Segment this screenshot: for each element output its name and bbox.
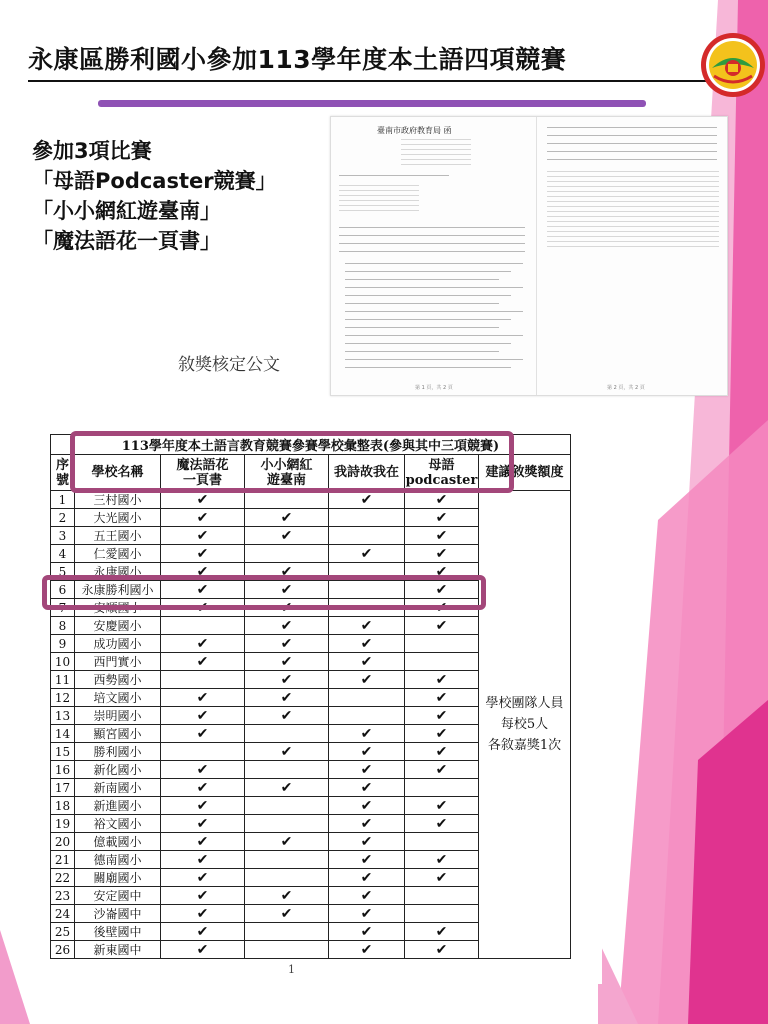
school-name: 三村國小: [75, 491, 161, 509]
document-text-line: [547, 135, 717, 136]
check-mark-icon: ✔: [161, 833, 245, 851]
check-mark-icon: ✔: [245, 617, 329, 635]
row-number: 8: [51, 617, 75, 635]
document-text-line: [345, 263, 523, 264]
document-text-line: [547, 231, 719, 232]
empty-cell: [245, 869, 329, 887]
document-page-1: [331, 117, 537, 396]
check-mark-icon: ✔: [405, 581, 479, 599]
school-name: 億載國小: [75, 833, 161, 851]
check-mark-icon: ✔: [245, 599, 329, 617]
row-number: 10: [51, 653, 75, 671]
document-text-line: [547, 186, 719, 187]
document-text-line: [547, 127, 717, 128]
row-number: 18: [51, 797, 75, 815]
check-mark-icon: ✔: [245, 635, 329, 653]
check-mark-icon: ✔: [161, 761, 245, 779]
official-document-image: [330, 116, 728, 396]
empty-cell: [161, 743, 245, 761]
row-number: 25: [51, 923, 75, 941]
header-award: 建議敘獎額度: [479, 455, 571, 491]
check-mark-icon: ✔: [405, 797, 479, 815]
row-number: 14: [51, 725, 75, 743]
check-mark-icon: ✔: [329, 941, 405, 959]
check-mark-icon: ✔: [329, 743, 405, 761]
document-text-line: [345, 335, 523, 336]
document-text-line: [339, 190, 419, 191]
header-poetry: 我詩故我在: [329, 455, 405, 491]
summary-line-1: 參加3項比賽: [32, 139, 152, 163]
check-mark-icon: ✔: [161, 815, 245, 833]
document-caption: 敘獎核定公文: [178, 355, 280, 375]
empty-cell: [405, 779, 479, 797]
check-mark-icon: ✔: [245, 653, 329, 671]
document-text-line: [547, 171, 719, 172]
header-number: 序號: [51, 455, 75, 491]
row-number: 20: [51, 833, 75, 851]
row-number: 5: [51, 563, 75, 581]
document-text-line: [547, 201, 719, 202]
document-text-line: [547, 176, 719, 177]
row-number: 26: [51, 941, 75, 959]
document-text-line: [547, 226, 719, 227]
empty-cell: [405, 635, 479, 653]
check-mark-icon: ✔: [329, 635, 405, 653]
school-name: 永康國小: [75, 563, 161, 581]
document-text-line: [401, 139, 471, 140]
school-name: 勝利國小: [75, 743, 161, 761]
check-mark-icon: ✔: [161, 797, 245, 815]
school-name: 成功國小: [75, 635, 161, 653]
document-text-line: [339, 251, 525, 252]
school-name: 仁愛國小: [75, 545, 161, 563]
check-mark-icon: ✔: [161, 509, 245, 527]
check-mark-icon: ✔: [329, 797, 405, 815]
school-name: 關廟國小: [75, 869, 161, 887]
check-mark-icon: ✔: [329, 725, 405, 743]
document-page-2: [537, 117, 728, 396]
school-name: 培文國小: [75, 689, 161, 707]
row-number: 1: [51, 491, 75, 509]
empty-cell: [245, 725, 329, 743]
check-mark-icon: ✔: [245, 707, 329, 725]
school-name: 新東國中: [75, 941, 161, 959]
school-name: 安慶國小: [75, 617, 161, 635]
school-name: 崇明國小: [75, 707, 161, 725]
row-number: 11: [51, 671, 75, 689]
award-note-line: 各敘嘉獎1次: [487, 738, 562, 753]
check-mark-icon: ✔: [245, 833, 329, 851]
school-name: 新進國小: [75, 797, 161, 815]
highlight-three-competitions: [70, 431, 514, 493]
document-text-line: [345, 343, 511, 344]
document-text-line: [547, 191, 719, 192]
school-name: 新南國小: [75, 779, 161, 797]
check-mark-icon: ✔: [245, 527, 329, 545]
check-mark-icon: ✔: [245, 581, 329, 599]
check-mark-icon: ✔: [329, 671, 405, 689]
check-mark-icon: ✔: [405, 689, 479, 707]
school-name: 後壁國中: [75, 923, 161, 941]
document-text-line: [547, 241, 719, 242]
row-number: 3: [51, 527, 75, 545]
document-text-line: [345, 351, 499, 352]
document-text-line: [547, 216, 719, 217]
check-mark-icon: ✔: [329, 869, 405, 887]
school-name: 德南國小: [75, 851, 161, 869]
check-mark-icon: ✔: [329, 779, 405, 797]
check-mark-icon: ✔: [329, 491, 405, 509]
row-number: 17: [51, 779, 75, 797]
check-mark-icon: ✔: [161, 851, 245, 869]
table-page-number: 1: [288, 963, 295, 976]
document-text-line: [547, 181, 719, 182]
check-mark-icon: ✔: [161, 905, 245, 923]
check-mark-icon: ✔: [405, 491, 479, 509]
check-mark-icon: ✔: [245, 563, 329, 581]
row-number: 2: [51, 509, 75, 527]
document-text-line: [401, 159, 471, 160]
check-mark-icon: ✔: [405, 923, 479, 941]
document-text-line: [345, 327, 499, 328]
document-text-line: [547, 143, 717, 144]
check-mark-icon: ✔: [329, 617, 405, 635]
table-caption: 113學年度本土語言教育競賽參賽學校彙整表(參與其中三項競賽): [51, 435, 571, 455]
check-mark-icon: ✔: [161, 725, 245, 743]
check-mark-icon: ✔: [329, 761, 405, 779]
award-note: [479, 491, 571, 959]
check-mark-icon: ✔: [405, 815, 479, 833]
check-mark-icon: ✔: [245, 887, 329, 905]
empty-cell: [161, 671, 245, 689]
document-text-line: [345, 287, 523, 288]
school-name: 顯宮國小: [75, 725, 161, 743]
award-note-line: 學校團隊人員: [485, 696, 564, 711]
empty-cell: [405, 887, 479, 905]
document-text-line: [547, 246, 719, 247]
check-mark-icon: ✔: [405, 599, 479, 617]
empty-cell: [245, 815, 329, 833]
check-mark-icon: ✔: [405, 851, 479, 869]
check-mark-icon: ✔: [329, 815, 405, 833]
highlight-shengli-row: [42, 575, 486, 610]
check-mark-icon: ✔: [405, 941, 479, 959]
document-text-line: [547, 206, 719, 207]
school-name: 沙崙國中: [75, 905, 161, 923]
row-number: 6: [51, 581, 75, 599]
school-name: 安定國中: [75, 887, 161, 905]
check-mark-icon: ✔: [161, 923, 245, 941]
document-text-line: [547, 221, 719, 222]
check-mark-icon: ✔: [405, 509, 479, 527]
document-text-line: [339, 227, 525, 228]
school-name: 裕文國小: [75, 815, 161, 833]
check-mark-icon: ✔: [161, 653, 245, 671]
check-mark-icon: ✔: [329, 833, 405, 851]
school-name: 西門實小: [75, 653, 161, 671]
check-mark-icon: ✔: [405, 869, 479, 887]
document-text-line: [547, 159, 717, 160]
row-number: 4: [51, 545, 75, 563]
empty-cell: [329, 527, 405, 545]
school-name: 五王國小: [75, 527, 161, 545]
check-mark-icon: ✔: [405, 743, 479, 761]
document-text-line: [345, 295, 511, 296]
check-mark-icon: ✔: [245, 509, 329, 527]
check-mark-icon: ✔: [245, 779, 329, 797]
empty-cell: [329, 509, 405, 527]
check-mark-icon: ✔: [161, 635, 245, 653]
document-text-line: [547, 211, 719, 212]
empty-cell: [245, 941, 329, 959]
document-text-line: [345, 359, 523, 360]
document-text-line: [345, 367, 511, 368]
school-name: 新化國小: [75, 761, 161, 779]
check-mark-icon: ✔: [245, 743, 329, 761]
document-text-line: [345, 311, 523, 312]
document-text-line: [339, 175, 449, 176]
check-mark-icon: ✔: [161, 779, 245, 797]
empty-cell: [405, 833, 479, 851]
document-text-line: [401, 144, 471, 145]
row-number: 13: [51, 707, 75, 725]
empty-cell: [329, 707, 405, 725]
check-mark-icon: ✔: [405, 527, 479, 545]
competition-table-image: [24, 428, 602, 984]
check-mark-icon: ✔: [405, 563, 479, 581]
document-text-line: [547, 236, 719, 237]
row-number: 23: [51, 887, 75, 905]
empty-cell: [245, 797, 329, 815]
title-underline: [28, 80, 708, 82]
check-mark-icon: ✔: [329, 887, 405, 905]
document-text-line: [339, 235, 525, 236]
check-mark-icon: ✔: [329, 905, 405, 923]
check-mark-icon: ✔: [405, 761, 479, 779]
check-mark-icon: ✔: [245, 689, 329, 707]
document-page-footer-1: 第 1 頁，共 2 頁: [415, 385, 453, 391]
check-mark-icon: ✔: [329, 653, 405, 671]
check-mark-icon: ✔: [245, 905, 329, 923]
school-logo: [700, 32, 766, 98]
document-text-line: [339, 185, 419, 186]
document-title: 臺南市政府教育局 函: [377, 126, 452, 135]
check-mark-icon: ✔: [161, 545, 245, 563]
check-mark-icon: ✔: [161, 941, 245, 959]
competition-table: [50, 434, 571, 959]
empty-cell: [245, 851, 329, 869]
empty-cell: [245, 761, 329, 779]
school-name: 安順國小: [75, 599, 161, 617]
header-school: 學校名稱: [75, 455, 161, 491]
school-name: 大光國小: [75, 509, 161, 527]
document-text-line: [339, 195, 419, 196]
document-text-line: [401, 149, 471, 150]
row-number: 22: [51, 869, 75, 887]
row-number: 16: [51, 761, 75, 779]
check-mark-icon: ✔: [161, 563, 245, 581]
check-mark-icon: ✔: [161, 491, 245, 509]
document-text-line: [345, 279, 499, 280]
award-note-line: 每校5人: [500, 717, 549, 732]
document-text-line: [401, 164, 471, 165]
check-mark-icon: ✔: [405, 545, 479, 563]
check-mark-icon: ✔: [161, 581, 245, 599]
document-text-line: [339, 200, 419, 201]
document-text-line: [401, 154, 471, 155]
row-number: 12: [51, 689, 75, 707]
empty-cell: [405, 653, 479, 671]
check-mark-icon: ✔: [245, 671, 329, 689]
row-number: 24: [51, 905, 75, 923]
check-mark-icon: ✔: [405, 725, 479, 743]
check-mark-icon: ✔: [161, 527, 245, 545]
document-text-line: [345, 271, 511, 272]
document-text-line: [345, 303, 499, 304]
document-text-line: [339, 205, 419, 206]
document-text-line: [547, 196, 719, 197]
check-mark-icon: ✔: [329, 545, 405, 563]
empty-cell: [161, 617, 245, 635]
summary-line-4: 「魔法語花一頁書」: [32, 229, 221, 253]
empty-cell: [245, 545, 329, 563]
empty-cell: [245, 491, 329, 509]
check-mark-icon: ✔: [329, 923, 405, 941]
empty-cell: [245, 923, 329, 941]
check-mark-icon: ✔: [405, 671, 479, 689]
row-number: 7: [51, 599, 75, 617]
school-name: 永康勝利國小: [75, 581, 161, 599]
table-row: [51, 491, 571, 509]
document-text-line: [339, 243, 525, 244]
check-mark-icon: ✔: [405, 617, 479, 635]
row-number: 21: [51, 851, 75, 869]
participation-summary: [32, 136, 277, 256]
row-number: 15: [51, 743, 75, 761]
page-title: 永康區勝利國小參加113學年度本土語四項競賽: [28, 45, 567, 74]
summary-line-2: 「母語Podcaster競賽」: [32, 169, 277, 193]
summary-line-3: 「小小網紅遊臺南」: [32, 199, 221, 223]
empty-cell: [405, 905, 479, 923]
document-page-footer-2: 第 2 頁，共 2 頁: [607, 385, 645, 391]
row-number: 9: [51, 635, 75, 653]
check-mark-icon: ✔: [161, 869, 245, 887]
check-mark-icon: ✔: [161, 707, 245, 725]
header-magic-book: 魔法語花 一頁書: [161, 455, 245, 491]
check-mark-icon: ✔: [161, 689, 245, 707]
header-influencer: 小小網紅 遊臺南: [245, 455, 329, 491]
school-name: 西勢國小: [75, 671, 161, 689]
document-text-line: [345, 319, 511, 320]
row-number: 19: [51, 815, 75, 833]
check-mark-icon: ✔: [405, 707, 479, 725]
check-mark-icon: ✔: [161, 599, 245, 617]
purple-divider: [98, 100, 646, 107]
check-mark-icon: ✔: [161, 887, 245, 905]
empty-cell: [329, 689, 405, 707]
document-text-line: [547, 151, 717, 152]
header-podcaster: 母語 podcaster: [405, 455, 479, 491]
check-mark-icon: ✔: [329, 851, 405, 869]
document-text-line: [339, 210, 419, 211]
